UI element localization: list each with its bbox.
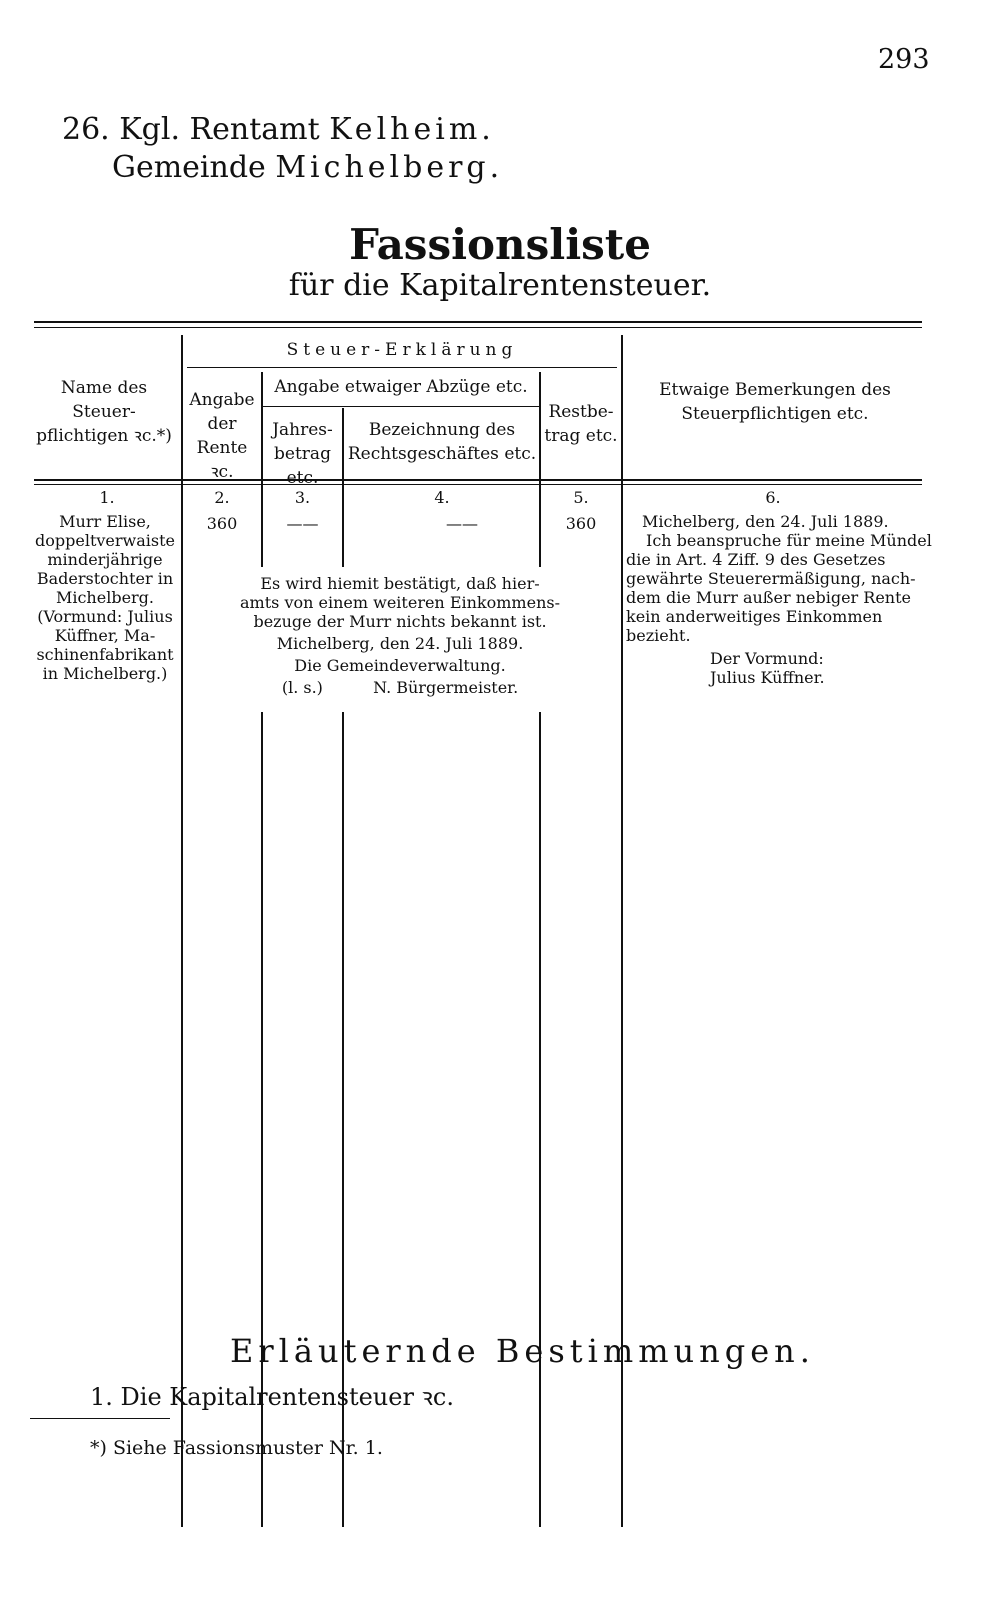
subgroup-header-rule — [263, 406, 539, 407]
taxpayer-line: Murr Elise, — [59, 512, 151, 531]
column-header-bezeichnung: Bezeichnung des Rechtsgeschäftes etc. — [347, 420, 537, 464]
document-subtitle: für die Kapitalrentensteuer. — [288, 268, 712, 303]
column-header-rest: Restbe-trag etc. — [544, 402, 618, 446]
column-header-name: Name des Steuer-pflichtigen ꝛc.*) — [36, 378, 172, 446]
column-header-rente: Angabe der Rente ꝛc. — [189, 390, 255, 482]
office-heading — [62, 112, 495, 147]
seal-mark: (l. s.) — [281, 678, 323, 697]
taxpayer-line: doppeltverwaiste — [35, 531, 175, 550]
remarks-line: Ich beanspruche für meine Mündel — [646, 531, 932, 550]
footnote-rule — [30, 1418, 170, 1419]
remarks-line: kein anderweitiges Einkommen — [626, 607, 883, 626]
taxpayer-name-cell — [30, 512, 180, 683]
taxpayer-line: schinenfabrikant — [36, 645, 174, 664]
section-item-1: 1. Die Kapitalrentensteuer ꝛc. — [90, 1383, 454, 1411]
column-header-jahres: Jahres-betrag etc. — [272, 420, 333, 488]
column-rule-4-top — [539, 372, 541, 567]
column-rule-1 — [181, 335, 183, 1527]
remarks-line: bezieht. — [626, 626, 691, 645]
header-bottom-rule — [34, 479, 922, 481]
group-header: Steuer-Erklärung — [286, 340, 518, 360]
column-number-5: 5. — [573, 488, 589, 507]
column-number-6: 6. — [765, 488, 781, 507]
column-number-2: 2. — [214, 488, 230, 507]
community-heading — [112, 150, 503, 185]
column-rule-4-bottom — [539, 712, 541, 1527]
certification-signer: N. Bürgermeister. — [373, 678, 519, 697]
office-line-number: 26. — [62, 112, 110, 147]
community-name: Michelberg. — [275, 150, 504, 185]
bezeichnung-value: —— — [446, 514, 478, 533]
certification-block — [190, 574, 610, 697]
office-prefix: Kgl. Rentamt — [119, 112, 320, 147]
document-title: Fassionsliste — [349, 220, 651, 269]
column-header-bemerkungen: Etwaige Bemerkungen des Steuerpflichtigen etc. — [659, 380, 891, 424]
certification-authority: Die Gemeindeverwaltung. — [294, 656, 506, 675]
column-rule-2-top — [261, 372, 263, 567]
table-top-rule-thin — [34, 327, 922, 328]
certification-signature — [190, 678, 610, 697]
remarks-cell — [626, 512, 932, 687]
column-number-4: 4. — [434, 488, 450, 507]
taxpayer-line: Küffner, Ma- — [54, 626, 156, 645]
certification-line: Es wird hiemit bestätigt, daß hier- — [260, 574, 540, 593]
remarks-line: Michelberg, den 24. Juli 1889. — [642, 512, 889, 531]
taxpayer-line: Michelberg. — [55, 588, 155, 607]
column-number-3: 3. — [294, 488, 311, 507]
taxpayer-line: minderjährige — [47, 550, 163, 569]
remarks-signature-name: Julius Küffner. — [710, 668, 825, 687]
remarks-line: die in Art. 4 Ziff. 9 des Gesetzes — [626, 550, 886, 569]
rente-value: 360 — [206, 514, 238, 533]
remarks-line: dem die Murr außer nebiger Rente — [626, 588, 911, 607]
header-bottom-rule-thin — [34, 484, 922, 485]
jahres-value: —— — [286, 514, 319, 533]
column-rule-3-top — [342, 408, 344, 567]
certification-line: bezuge der Murr nichts bekannt ist. — [253, 612, 547, 631]
remarks-line: gewährte Steuerermäßigung, nach- — [626, 569, 916, 588]
section-title: Erläuternde Bestimmungen. — [230, 1332, 815, 1370]
page-number: 293 — [878, 44, 930, 75]
taxpayer-line: Baderstochter in — [36, 569, 174, 588]
community-prefix: Gemeinde — [112, 150, 266, 185]
rest-value: 360 — [565, 514, 597, 533]
column-number-1: 1. — [99, 488, 115, 507]
table-top-rule — [34, 321, 922, 323]
subgroup-header: Angabe etwaiger Abzüge etc. — [274, 377, 528, 397]
remarks-signature-title: Der Vormund: — [710, 649, 824, 668]
certification-place-date: Michelberg, den 24. Juli 1889. — [276, 634, 524, 653]
taxpayer-line: in Michelberg.) — [42, 664, 168, 683]
footnote: *) Siehe Fassionsmuster Nr. 1. — [90, 1437, 383, 1459]
group-header-rule — [187, 367, 617, 368]
taxpayer-line: (Vormund: Julius — [37, 607, 173, 626]
certification-line: amts von einem weiteren Einkommens- — [240, 593, 560, 612]
office-name: Kelheim. — [329, 112, 495, 147]
